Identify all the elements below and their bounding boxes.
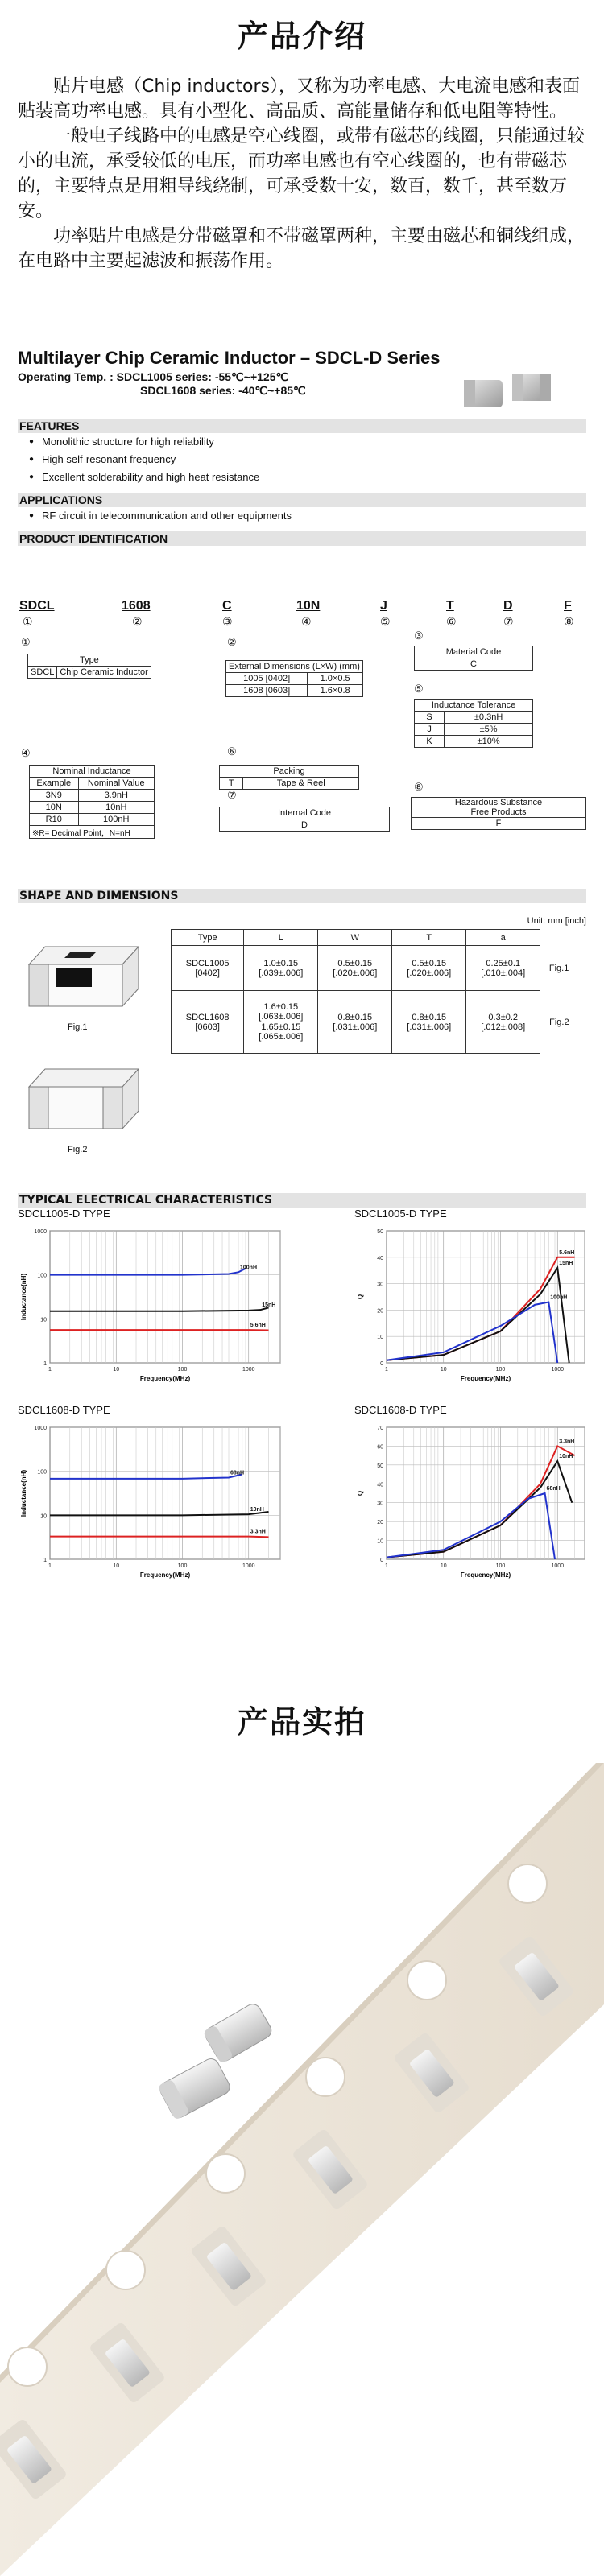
series-label: 5.6nH xyxy=(559,1249,575,1256)
y-tick-label: 30 xyxy=(377,1501,383,1507)
series-label: 10nH xyxy=(559,1454,573,1460)
chart-1608-inductance xyxy=(18,1404,292,1589)
x-axis-label: Frequency(MHz) xyxy=(139,1571,191,1579)
pid-code: D xyxy=(503,599,513,613)
dim-head: External Dimensions (L×W) (mm) xyxy=(226,661,363,673)
y-tick-label: 20 xyxy=(377,1520,383,1526)
dim-W: 0.5±0.15 xyxy=(337,958,373,968)
series-label: 5.6nH xyxy=(250,1323,266,1329)
dim-W-inch: [.031±.006] xyxy=(333,1022,378,1032)
type-code: SDCL xyxy=(28,667,57,679)
x-tick-label: 10 xyxy=(440,1367,447,1373)
dim-type: SDCL1005 xyxy=(185,958,230,968)
material-head: Material Code xyxy=(415,646,533,658)
y-tick-label: 0 xyxy=(380,1558,383,1563)
x-axis-label: Frequency(MHz) xyxy=(139,1375,191,1382)
series-line xyxy=(50,1537,269,1538)
y-tick-label: 30 xyxy=(377,1282,383,1288)
chart-1005-inductance xyxy=(18,1208,292,1393)
x-tick-label: 1 xyxy=(385,1367,388,1373)
spec-temp-1: Operating Temp. : SDCL1005 series: -55℃~+125℃ xyxy=(18,370,289,383)
x-tick-label: 100 xyxy=(177,1563,188,1569)
pid-num: ⑥ xyxy=(446,615,457,628)
pid-num: ③ xyxy=(222,615,233,628)
series-label: 15nH xyxy=(559,1260,573,1266)
nominal-code: 10N xyxy=(30,802,79,814)
hazardous-table xyxy=(411,797,586,830)
y-axis-label: Inductance(nH) xyxy=(20,1469,27,1517)
int-box-num: ⑦ xyxy=(227,789,237,801)
y-tick-label: 1000 xyxy=(34,1426,47,1431)
y-axis-label: Q xyxy=(357,1490,364,1496)
material-table xyxy=(414,646,533,671)
dim-value: 1.6×0.8 xyxy=(308,685,363,697)
nominal-value: 10nH xyxy=(78,802,155,814)
y-tick-label: 1 xyxy=(43,1558,47,1563)
tol-box-num: ⑤ xyxy=(414,683,424,695)
dim-col-head: L xyxy=(244,930,318,946)
dim-type-inch: [0603] xyxy=(195,1022,220,1032)
feature-item: ● Monolithic structure for high reliability xyxy=(29,433,586,451)
dim-W: 0.8±0.15 xyxy=(337,1012,373,1022)
pid-num: ⑤ xyxy=(380,615,391,628)
nominal-code: R10 xyxy=(30,814,79,826)
pack-box-num: ⑥ xyxy=(227,745,237,758)
x-tick-label: 10 xyxy=(113,1563,120,1569)
y-tick-label: 100 xyxy=(37,1273,47,1279)
unit-label: Unit: mm [inch] xyxy=(527,916,586,926)
spec-sheet xyxy=(0,348,604,546)
nominal-col: Nominal Value xyxy=(78,778,155,790)
dim-T: 0.8±0.15 xyxy=(412,1012,447,1022)
series-label: 68nH xyxy=(546,1486,561,1492)
chart-svg xyxy=(354,1416,596,1585)
x-tick-label: 10 xyxy=(113,1367,120,1373)
tol-value: ±10% xyxy=(445,736,533,748)
tol-code: J xyxy=(415,724,445,736)
mat-box-num: ③ xyxy=(414,630,424,642)
nominal-col: Example xyxy=(30,778,79,790)
x-tick-label: 1000 xyxy=(242,1367,255,1373)
y-tick-label: 10 xyxy=(40,1317,47,1323)
pid-num: ② xyxy=(132,615,143,628)
intro-paragraph-3: 功率贴片电感是分带磁罩和不带磁罩两种，主要由磁芯和铜线组成，在电路中主要起滤波和振荡作用。 xyxy=(18,226,585,271)
series-label: 68nH xyxy=(230,1470,245,1476)
applications-heading: APPLICATIONS xyxy=(18,493,586,507)
features-heading: FEATURES xyxy=(18,419,586,433)
dim-value: 1.0×0.5 xyxy=(308,673,363,685)
intro-text xyxy=(0,74,604,274)
dim-fig: Fig.1 xyxy=(548,963,569,973)
fig2-chip-drawing xyxy=(18,1058,155,1142)
nominal-value: 3.9nH xyxy=(78,790,155,802)
chart-title: SDCL1608-D TYPE xyxy=(18,1404,110,1416)
x-tick-label: 1 xyxy=(48,1367,52,1373)
product-id-heading: PRODUCT IDENTIFICATION xyxy=(18,531,586,546)
application-item: ● RF circuit in telecommunication and other equipments xyxy=(29,507,586,525)
y-tick-label: 100 xyxy=(37,1469,47,1476)
pid-code: F xyxy=(564,599,572,613)
hazardous-head-1: Hazardous Substance xyxy=(454,798,543,807)
applications-list xyxy=(18,507,586,525)
dim-T: 0.5±0.15 xyxy=(412,958,447,968)
tol-value: ±0.3nH xyxy=(445,712,533,724)
pid-codes xyxy=(19,599,583,631)
tol-code: S xyxy=(415,712,445,724)
dim-type-inch: [0402] xyxy=(195,968,220,978)
dim-type: SDCL1608 xyxy=(185,1012,230,1022)
feature-item: ● Excellent solderability and high heat resistance xyxy=(29,469,586,486)
pid-code: 1608 xyxy=(122,599,151,613)
packing-head: Packing xyxy=(220,766,359,778)
packing-value: Tape & Reel xyxy=(243,778,359,790)
y-tick-label: 60 xyxy=(377,1444,383,1451)
y-tick-label: 10 xyxy=(377,1335,383,1341)
spec-temp-2: SDCL1608 series: -40℃~+85℃ xyxy=(140,384,306,397)
hazardous-value: F xyxy=(412,818,586,830)
tol-value: ±5% xyxy=(445,724,533,736)
type-desc: Chip Ceramic Inductor xyxy=(57,667,151,679)
nom-box-num: ④ xyxy=(21,747,31,759)
y-tick-label: 10 xyxy=(377,1538,383,1545)
dim-col-head: W xyxy=(318,930,392,946)
series-label: 3.3nH xyxy=(559,1439,575,1445)
spec-title: Multilayer Chip Ceramic Inductor – SDCL-D Series xyxy=(18,348,441,368)
x-tick-label: 100 xyxy=(495,1563,506,1569)
dim-row xyxy=(172,946,578,991)
series-label: 100nH xyxy=(550,1294,568,1301)
x-tick-label: 1 xyxy=(48,1563,52,1569)
internal-code-head: Internal Code xyxy=(220,807,390,819)
pid-code: J xyxy=(380,599,387,613)
dim-W-inch: [.020±.006] xyxy=(333,968,378,978)
dim-code: 1005 [0402] xyxy=(226,673,308,685)
dim-row xyxy=(172,991,578,1054)
dim-L-alt-inch: [.065±.006] xyxy=(259,1032,304,1042)
pid-code: T xyxy=(446,599,454,613)
nominal-note: ※R= Decimal Point，N=nH xyxy=(30,826,155,839)
series-label: 10nH xyxy=(250,1507,264,1513)
dim-a: 0.25±0.1 xyxy=(486,958,521,968)
pid-code: SDCL xyxy=(19,599,55,613)
material-code: C xyxy=(415,658,533,671)
x-tick-label: 1000 xyxy=(551,1367,565,1373)
nominal-table xyxy=(29,765,155,839)
chart-svg xyxy=(18,1220,292,1389)
dim-code: 1608 [0603] xyxy=(226,685,308,697)
x-tick-label: 100 xyxy=(495,1367,506,1373)
product-photo xyxy=(0,1763,604,2576)
chip-product-image xyxy=(459,362,556,419)
intro-paragraph-1: 贴片电感（Chip inductors），又称为功率电感、大电流电感和表面贴装高功率电感。具有小型化、高品质、高能量储存和低电阻等特性。 xyxy=(18,76,581,122)
y-tick-label: 70 xyxy=(377,1426,383,1431)
pid-num: ⑦ xyxy=(503,615,514,628)
type-head: Type xyxy=(28,654,151,667)
x-tick-label: 100 xyxy=(177,1367,188,1373)
dim-id-table xyxy=(225,660,363,697)
series-label: 15nH xyxy=(262,1302,276,1309)
dim-a-inch: [.012±.008] xyxy=(481,1022,526,1032)
photo-title: 产品实拍 xyxy=(237,1704,366,1740)
series-label: 3.3nH xyxy=(250,1529,266,1535)
dim-col-head: T xyxy=(392,930,466,946)
dim-T-inch: [.031±.006] xyxy=(407,1022,452,1032)
intro-title: 产品介绍 xyxy=(237,19,366,54)
intro-paragraph-2: 一般电子线路中的电感是空心线圈，或带有磁芯的线圈，只能通过较小的电流，承受较低的电压，而功率电感也有空心线圈的，也有带磁芯的，主要特点是用粗导线绕制，可承受数十安，数百，数千，甚至数万安。 xyxy=(18,126,585,221)
nominal-head: Nominal Inductance xyxy=(30,766,155,778)
dim-a: 0.3±0.2 xyxy=(488,1012,519,1022)
pid-num: ⑧ xyxy=(564,615,574,628)
internal-code-value: D xyxy=(220,819,390,832)
dim-T-inch: [.020±.006] xyxy=(407,968,452,978)
pid-num: ④ xyxy=(301,615,312,628)
y-tick-label: 50 xyxy=(377,1463,383,1469)
pid-num: ① xyxy=(23,615,33,628)
x-axis-label: Frequency(MHz) xyxy=(460,1375,511,1382)
hazardous-head xyxy=(412,798,586,818)
dim-col-head: a xyxy=(466,930,540,946)
chart-svg xyxy=(18,1416,292,1585)
x-tick-label: 1 xyxy=(385,1563,388,1569)
y-tick-label: 20 xyxy=(377,1308,383,1315)
dim-box-num: ② xyxy=(227,636,237,648)
y-axis-label: Q xyxy=(357,1294,364,1300)
y-axis-label: Inductance(nH) xyxy=(20,1273,27,1321)
nominal-code: 3N9 xyxy=(30,790,79,802)
pid-boxes xyxy=(19,630,586,853)
hazardous-head-2: Free Products xyxy=(470,807,527,817)
x-tick-label: 1000 xyxy=(551,1563,565,1569)
chart-title: SDCL1608-D TYPE xyxy=(354,1404,447,1416)
dim-a-inch: [.010±.004] xyxy=(481,968,526,978)
y-tick-label: 40 xyxy=(377,1482,383,1488)
y-tick-label: 1 xyxy=(43,1361,47,1367)
electrical-heading: TYPICAL ELECTRICAL CHARACTERISTICS xyxy=(18,1193,586,1208)
packing-code: T xyxy=(220,778,243,790)
y-tick-label: 0 xyxy=(380,1361,383,1367)
chart-1608-q xyxy=(354,1404,596,1589)
chart-title: SDCL1005-D TYPE xyxy=(354,1208,447,1220)
dim-L: 1.6±0.15 xyxy=(263,1002,299,1012)
dimension-table xyxy=(171,929,578,1054)
fig1-chip-drawing xyxy=(18,935,155,1020)
dim-L-alt: 1.65±0.15 xyxy=(261,1022,301,1032)
tol-code: K xyxy=(415,736,445,748)
type-box-num: ① xyxy=(21,636,31,648)
x-axis-label: Frequency(MHz) xyxy=(460,1571,511,1579)
y-tick-label: 40 xyxy=(377,1255,383,1261)
chart-1005-q xyxy=(354,1208,596,1393)
x-tick-label: 10 xyxy=(440,1563,447,1569)
tolerance-head: Inductance Tolerance xyxy=(415,700,533,712)
shape-heading: SHAPE AND DIMENSIONS xyxy=(18,889,586,903)
pid-code: 10N xyxy=(296,599,321,613)
packing-table xyxy=(219,765,359,790)
dim-L: 1.0±0.15 xyxy=(263,958,299,968)
chart-svg xyxy=(354,1220,596,1389)
type-table xyxy=(27,654,151,679)
fig2-label: Fig.2 xyxy=(68,1145,88,1154)
pid-code: C xyxy=(222,599,232,613)
nominal-value: 100nH xyxy=(78,814,155,826)
fig1-label: Fig.1 xyxy=(68,1022,88,1032)
y-tick-label: 50 xyxy=(377,1229,383,1235)
dim-fig: Fig.2 xyxy=(549,1017,569,1027)
features-list xyxy=(18,433,586,486)
tolerance-table xyxy=(414,699,533,748)
feature-item: ● High self-resonant frequency xyxy=(29,451,586,469)
dim-L-inch: [.063±.006] xyxy=(246,1012,315,1022)
series-label: 100nH xyxy=(240,1265,258,1271)
y-tick-label: 10 xyxy=(40,1513,47,1520)
haz-box-num: ⑧ xyxy=(414,781,424,793)
y-tick-label: 1000 xyxy=(34,1229,47,1235)
internal-code-table xyxy=(219,807,390,832)
chart-title: SDCL1005-D TYPE xyxy=(18,1208,110,1220)
dim-L-inch: [.039±.006] xyxy=(259,968,304,978)
x-tick-label: 1000 xyxy=(242,1563,255,1569)
dim-col-head: Type xyxy=(172,930,244,946)
